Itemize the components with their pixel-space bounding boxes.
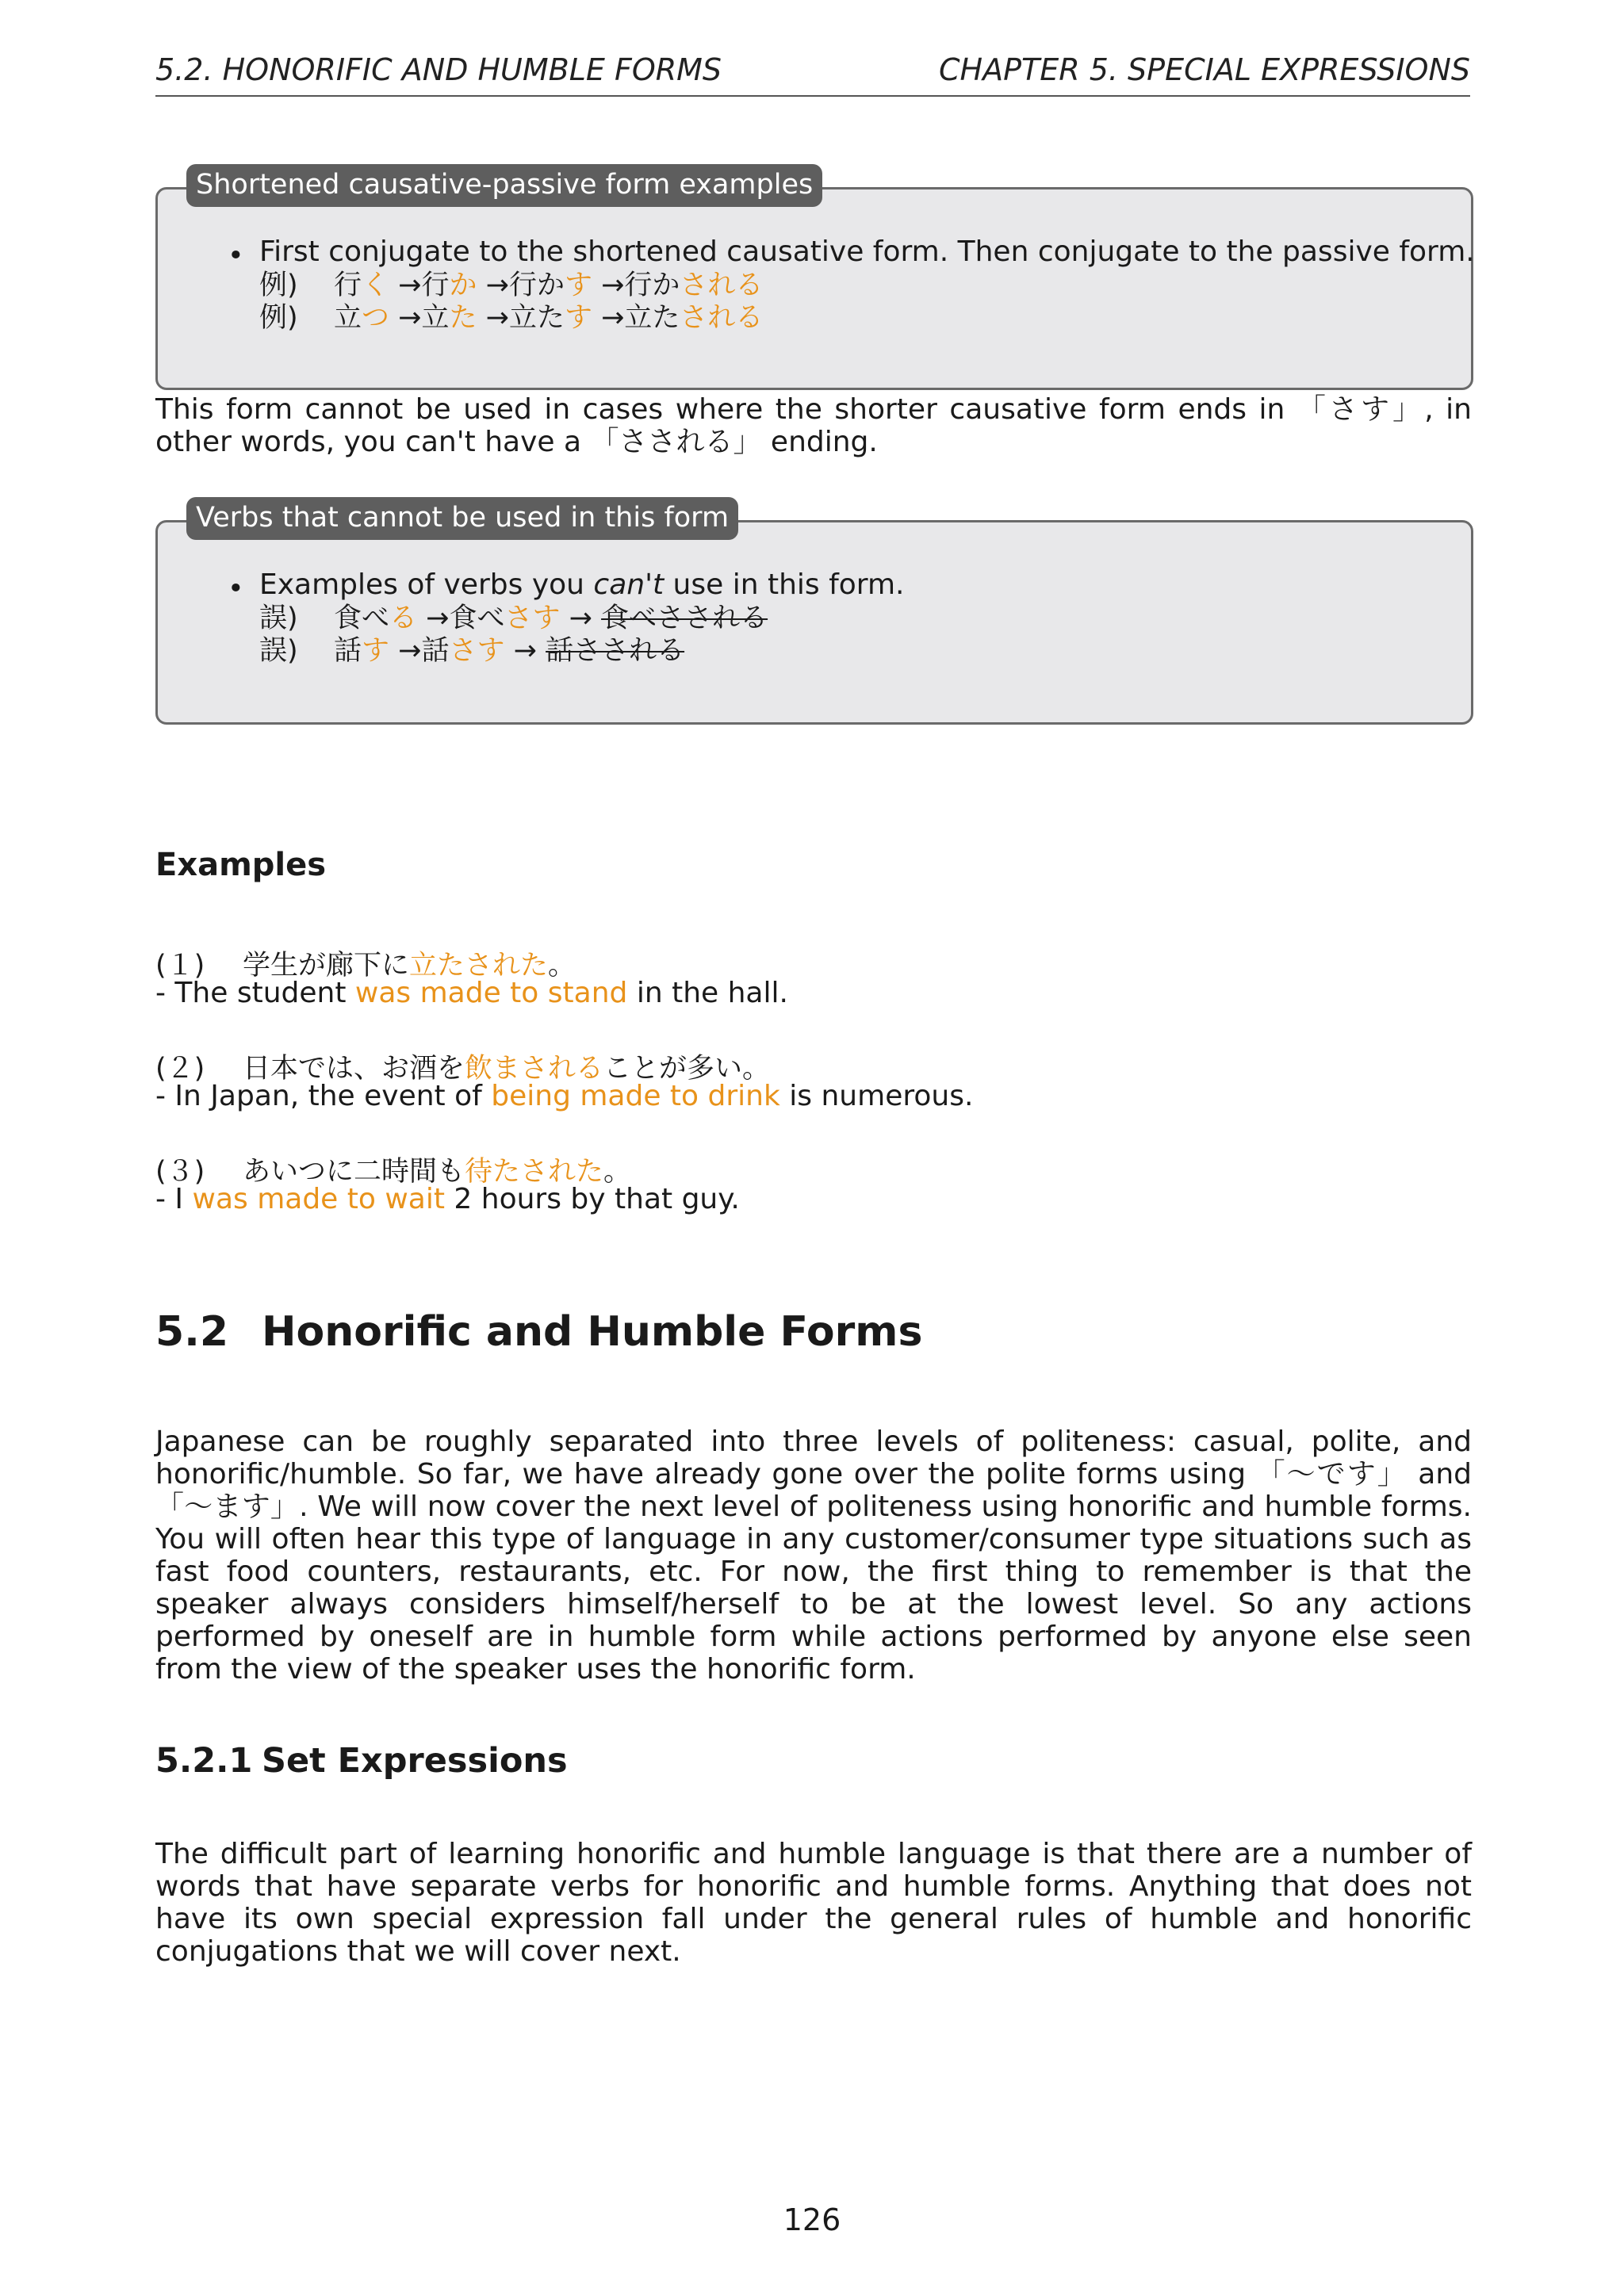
- conj-part: 食べ: [334, 603, 390, 634]
- en-highlight: was made to stand: [354, 977, 628, 1009]
- jp-part: あいつに二時間も: [243, 1156, 465, 1188]
- invalid-verbs-box: [155, 502, 1473, 725]
- header-section-title: 5.2. HONORIFIC AND HUMBLE FORMS: [155, 52, 722, 87]
- conj-highlight: される: [680, 302, 764, 334]
- instruction-part: Examples of verbs you: [259, 568, 594, 601]
- conj-part: →立た: [592, 302, 680, 334]
- conj-highlight: る: [389, 603, 418, 634]
- en-highlight: being made to drink: [491, 1080, 780, 1112]
- section-heading: [155, 1308, 922, 1356]
- restriction-paragraph: This form cannot be used in cases where the shorter causative form ends in 「さす」, in other words, you can't have a 「さされる」 ending.: [155, 393, 1472, 458]
- conj-highlight: つ: [362, 302, 390, 334]
- jp-highlight: 立たされた: [409, 950, 549, 982]
- en-part: - The student: [155, 977, 355, 1009]
- example-tag: 例): [259, 302, 298, 334]
- conj-part: →行: [389, 270, 450, 301]
- box-instruction: First conjugate to the shortened causative form. Then conjugate to the passive form.: [259, 235, 1475, 268]
- politeness-levels-paragraph: Japanese can be roughly separated into three levels of politeness: casual, polite, and honorific/humble. So far, we have already gone over the polite forms using 「～です」 and 「～ます」. We will now cover the next level of politeness using honorific and humble forms. You will often hear this type of language in any customer/consumer type situations such as fast food counters, restaurants, etc. For now, the first thing to remember is that the speaker always considers himself/herself to be at the lowest level. So any actions performed by oneself are in humble form while actions performed by anyone else seen from the view of the speaker uses the honorific form.: [155, 1425, 1472, 1686]
- invalid-conjugation-row: [259, 602, 768, 635]
- section-title: Honorific and Humble Forms: [262, 1308, 923, 1356]
- bullet-icon: •: [228, 240, 244, 272]
- jp-part: 日本では、お酒を: [243, 1053, 465, 1085]
- conjugation-example-row: [259, 269, 763, 302]
- conj-highlight: か: [449, 270, 477, 301]
- bullet-icon: •: [228, 573, 244, 605]
- conjugation-example-row: [259, 301, 763, 335]
- example-number: (２): [155, 1053, 205, 1085]
- example-tag: 例): [259, 270, 298, 301]
- set-expressions-paragraph: The difficult part of learning honorific and humble language is that there are a number of words that have separate verbs for honorific and humble forms. Anything that does not have its own special expression fall under the general rules of humble and honorific conjugations that we will cover next.: [155, 1838, 1472, 1968]
- conj-part: 話: [334, 635, 362, 667]
- example-translation: [155, 977, 788, 1009]
- example-number: (１): [155, 950, 205, 982]
- header-chapter-title: CHAPTER 5. SPECIAL EXPRESSIONS: [938, 52, 1470, 87]
- conj-highlight: く: [362, 270, 390, 301]
- jp-highlight: 待たされた: [465, 1156, 604, 1188]
- conj-part: 立: [334, 302, 362, 334]
- causative-passive-examples-box: [155, 169, 1475, 390]
- instruction-emphasis: can't: [593, 568, 665, 601]
- conj-highlight: さす: [504, 603, 561, 634]
- jp-part: 。: [548, 950, 576, 982]
- jp-part: 。: [603, 1156, 632, 1188]
- conj-part: →話: [389, 635, 450, 667]
- en-part: is numerous.: [779, 1080, 974, 1112]
- conj-part: →: [560, 603, 602, 634]
- conj-part: →: [504, 635, 546, 667]
- conj-highlight: す: [362, 635, 390, 667]
- en-highlight: was made to wait: [192, 1183, 445, 1215]
- conj-part: →行か: [592, 270, 680, 301]
- subsection-title: Set Expressions: [262, 1741, 568, 1781]
- conj-highlight: た: [449, 302, 477, 334]
- subsection-heading: [155, 1741, 568, 1781]
- jp-part: ことが多い。: [603, 1053, 771, 1085]
- box-title: Shortened causative-passive form examples: [186, 164, 822, 207]
- example-translation: [155, 1183, 740, 1215]
- struck-invalid-form: 話さされる: [546, 635, 685, 667]
- en-part: - I: [155, 1183, 193, 1215]
- error-tag: 誤): [259, 635, 298, 667]
- conj-highlight: す: [564, 302, 592, 334]
- box-title: Verbs that cannot be used in this form: [186, 497, 738, 540]
- page-number: 126: [783, 2202, 841, 2237]
- invalid-conjugation-row: [259, 634, 684, 668]
- subsection-number: 5.2.1: [155, 1741, 253, 1781]
- jp-highlight: 飲まされる: [465, 1053, 604, 1085]
- struck-invalid-form: 食べさされる: [601, 603, 768, 634]
- conj-part: →行か: [477, 270, 565, 301]
- conj-part: →食べ: [417, 603, 505, 634]
- jp-part: 学生が廊下に: [243, 950, 410, 982]
- running-header: [155, 52, 1470, 97]
- conj-highlight: す: [564, 270, 592, 301]
- conj-part: →立た: [477, 302, 565, 334]
- conj-highlight: される: [680, 270, 764, 301]
- example-translation: [155, 1080, 973, 1112]
- en-part: 2 hours by that guy.: [444, 1183, 740, 1215]
- example-number: (３): [155, 1156, 205, 1188]
- en-part: in the hall.: [627, 977, 788, 1009]
- section-number: 5.2: [155, 1308, 229, 1356]
- error-tag: 誤): [259, 603, 298, 634]
- conj-part: 行: [334, 270, 362, 301]
- conj-highlight: さす: [449, 635, 505, 667]
- en-part: - In Japan, the event of: [155, 1080, 492, 1112]
- box-instruction: [259, 568, 905, 602]
- examples-heading: Examples: [155, 847, 327, 883]
- instruction-part: use in this form.: [664, 568, 905, 601]
- conj-part: →立: [389, 302, 450, 334]
